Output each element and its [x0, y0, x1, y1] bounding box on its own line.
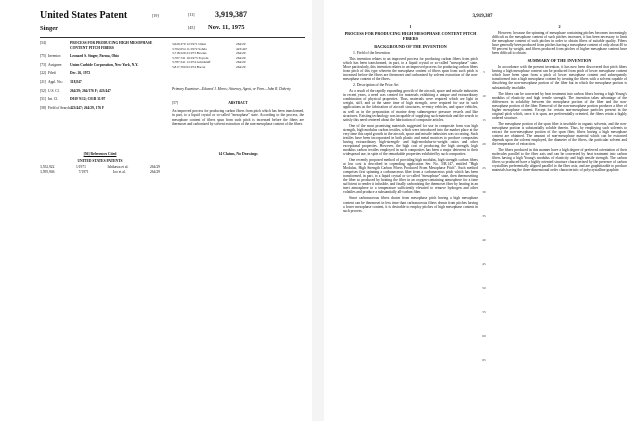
field-value: Union Carbide Corporation, New York, N.Y. — [70, 62, 139, 67]
reference-line: 3,817,700 6/1974 Bacon — [172, 64, 206, 69]
line-number: 40 — [482, 238, 486, 242]
ref-name: Joo et al. — [112, 169, 126, 174]
number-code: [11] — [188, 12, 195, 17]
additional-references-col2 — [236, 42, 302, 70]
field-heading: 1. Field of the Invention — [353, 51, 390, 55]
claims-summary: 14 Claims, No Drawings — [218, 152, 258, 156]
line-number: 35 — [482, 214, 486, 218]
line-number: 5 — [483, 70, 485, 74]
paragraph: One of the most promising materials suggested for use in composite form was high strength, high modulus carbon textiles, which were introduced into the market place at the very time this rapid growth in the aircraft, space and missile industries was occurring. Such textiles have been incorporated in both plastic and metal matrices to produce composites having extraordinary high-strength- and high-modulus-to-weight ratios and other exceptional properties. However, the high cost of producing the high strength, high modulus carbon textiles employed in such composites has been a major deterrent to their widespread use, in spite of the remarkable properties exhibited by such composites. — [343, 123, 478, 156]
abstract-code: [57] — [172, 101, 178, 105]
abstract — [172, 101, 304, 127]
field-code: [58] — [40, 105, 46, 110]
field-filed — [40, 71, 166, 76]
field-appl-no — [40, 80, 166, 85]
inventor-short-name: Singer — [40, 25, 59, 32]
examiners: Primary Examiner—Edward J. Meros; Attorney, Agent, or Firm—John R. Doherty — [172, 87, 291, 91]
reference-class: 264/29 — [236, 64, 246, 69]
paragraph: The mesophase portion of the spun fiber is insoluble in organic solvents, and the non-mesophase portion is substantially soluble therein. Thus, by employing such solvents to extract the non-mesophase portion of the spun fiber, fibers having a high mesophase content are obtained. The amount of non-mesophase material which can be extracted depends upon the solvent employed, the diameter of the fibers, the particular solvent and the temperature of extraction. — [492, 121, 627, 147]
page-gutter — [312, 0, 324, 421]
field-code: [52] — [40, 88, 46, 93]
reference-line: 3,767,741 10/1973 Toyoda — [172, 55, 209, 60]
line-number: 55 — [482, 310, 486, 314]
specification-title: PROCESS FOR PRODUCING HIGH MESOPHASE CONTENT PITCH FIBERS — [344, 31, 477, 41]
background-heading: BACKGROUND OF THE INVENTION — [374, 44, 447, 49]
line-number: 50 — [482, 286, 486, 290]
line-number: 10 — [482, 94, 486, 98]
line-numbers — [478, 60, 490, 372]
paragraph: In accordance with the present invention, it has now been discovered that pitch fibers having a high mesophase content can be produced from pitch of lower mesophase content which have been spun from a pitch of lower mesophase content and subsequently transformed into a high mesophase content by treating the fibers with a solvent capable of dissolving the non-mesophase portion of the fiber but in which the mesophase portion is substantially insoluble. — [492, 65, 627, 90]
additional-references-col1 — [172, 42, 232, 70]
reference-class: 264/29 — [236, 42, 246, 46]
field-inventor — [40, 54, 166, 59]
field-value: 318,847 — [70, 79, 82, 84]
reference-line: 3,629,379 12/1971 Otani — [172, 42, 206, 46]
header-rule — [40, 37, 305, 38]
title-code: [19] — [152, 13, 159, 18]
reference-line: 3,702,054 11/1972 Sohda — [172, 46, 207, 51]
field-label: Field of Search — [48, 105, 70, 110]
patent-header — [40, 10, 305, 36]
ref-date: 7/1971 — [78, 169, 89, 174]
field-value: Dec. 26, 1972 — [70, 71, 91, 76]
reference-class: 423/447 — [236, 46, 248, 51]
paragraph: As a result of the rapidly expanding growth of the aircraft, space and missile industries in recent years, a need was created for materials exhibiting a unique and extraordinary combination of physical properties. Thus, materials were required which are light in weight, stiff, and at the same time of high strength, were required for use in such applications as the fabrication of aircraft structures, re-entry vehicles, and space vehicles, as well as in the preparation of marine deep submergence pressure vessels and like structures. Existing technology was incapable of supplying such materials and the search to satisfy this need centered about the fabrication of composite articles. — [343, 89, 478, 122]
date-code: [45] — [188, 25, 195, 30]
field-value: D01F 9/12; C01B 31/07 — [70, 97, 106, 102]
field-code: [22] — [40, 71, 46, 76]
field-title — [40, 41, 166, 50]
patent-office-title: United States Patent — [40, 10, 128, 21]
bibliographic-fields — [40, 41, 166, 114]
line-number: 65 — [482, 358, 486, 362]
patent-specification-page — [324, 0, 641, 421]
ref-number: 3,595,946 — [40, 169, 55, 174]
field-int-cl — [40, 97, 166, 102]
ref-class: 264/29 — [150, 165, 160, 170]
field-value: 423/447; 264/29, 176 F — [70, 105, 105, 110]
field-code: [75] — [40, 54, 46, 59]
ref-date: 1/1971 — [75, 165, 86, 170]
reference-class: 264/29 — [236, 60, 246, 65]
paragraph: Since carbonaceous fibers drawn from mesophase pitch having a high mesophase content can be thermoset in less time than carbonaceous fibers drawn from pitches having a lower mesophase content, it is desirable to employ pitches of high mesophase content in such process. — [343, 196, 478, 213]
references-cited — [40, 152, 160, 174]
paragraph: However, because the spinning of mesophase containing pitches becomes increasingly difficult as the mesophase content of such pitches increases, it has been necessary to limit the mesophase content of such pitches in order to obtain fibers of suitable quality. Fibers have generally been produced from pitches having a mesophase content of only about 40 to 90 percent by weight, and fibers produced from pitches of higher mesophase content have been difficult to obtain. — [492, 31, 627, 56]
line-number: 30 — [482, 190, 486, 194]
reference-row — [40, 170, 160, 175]
field-value: Leonard S. Singer, Parma, Ohio — [70, 54, 120, 59]
paragraph: The fibers produced in this manner have a high degree of preferred orientation of their molecules parallel to the fiber axis and can be converted by heat treatment into carbon fibers having a high Young's modulus of elasticity and high tensile strength. The carbon fibers so produced have a highly oriented structure characterized by the presence of carbon crystallites preferentially aligned parallel to the fiber axis, and are graphitizable to produce materials having the three-dimensional order characteristic of polycrystalline graphite. — [492, 148, 627, 173]
summary-heading: SUMMARY OF THE INVENTION — [527, 58, 592, 64]
line-number: 45 — [482, 262, 486, 266]
reference-class: 264/29 — [236, 55, 246, 60]
references-title: [56] References Cited — [83, 152, 117, 156]
reference-line: 3,787,541 1/1974 Grindstaff — [172, 60, 211, 65]
column-number: 2 — [558, 24, 561, 29]
field-us-cl — [40, 89, 166, 94]
abstract-text: An improved process for producing carbon fibers from pitch which has been transformed, in part, to a liquid crystal or so-called "mesophase" state. According to the process, the mesophase content of fibers spun from such pitch is increased before the fibers are thermoset and carbonized by solvent extraction of the non-mesophase content of the fibers. — [172, 109, 304, 127]
patent-number: 3,919,387 — [215, 10, 247, 19]
line-number: 60 — [482, 334, 486, 338]
right-text-column — [492, 24, 627, 416]
reference-line: 3,718,529 2/1973 Brooks — [172, 51, 207, 56]
line-number: 25 — [482, 166, 486, 170]
ref-number: 3,552,922 — [40, 165, 55, 170]
line-number: 20 — [482, 142, 486, 146]
references-subtitle: UNITED STATES PATENTS — [77, 158, 123, 163]
page-patent-number: 3,919,387 — [472, 14, 493, 19]
field-label: Assignee: — [48, 62, 63, 67]
field-assignee — [40, 63, 166, 68]
field-code: [21] — [40, 79, 46, 84]
ref-class: 264/29 — [149, 169, 160, 174]
paragraph: One recently proposed method of providing high modulus, high strength carbon fibers at low cost is described in copending application Ser. No. 338,147, entitled "High Modulus, High Strength Carbon Fibers Produced From Mesophase Pitch". Such method comprises first spinning a carbonaceous fiber from a carbonaceous pitch which has been transformed, in part, to a liquid crystal or so-called "mesophase" state, then thermosetting the fiber so produced by heating the fiber in an oxygen-containing atmosphere for a time sufficient to render it infusible, and finally carbonizing the thermoset fiber by heating in an inert atmosphere to a temperature sufficiently elevated to remove hydrogen and other volatiles and produce a substantially all-carbon fiber. — [343, 158, 478, 195]
field-value: 264/29; 264/176 F; 423/447 — [70, 88, 111, 93]
field-label: Appl. No.: — [48, 79, 64, 84]
field-label: Filed: — [48, 71, 57, 76]
paragraph: This invention relates to an improved process for producing carbon fibers from pitch which has been transformed, in part, to a liquid crystal or so-called "mesophase" state. More particularly, this invention relates to an improved process for producing carbon fibers from pitch of this type wherein the mesophase content of fibers spun from such pitch is increased before the fibers are thermoset and carbonized by solvent extraction of the non-mesophase content of the fibers. — [343, 57, 478, 82]
reference-class: 264/29 — [236, 51, 246, 56]
field-code: [54] — [40, 41, 46, 45]
abstract-header — [172, 101, 304, 109]
line-number: 15 — [482, 118, 486, 122]
issue-date: Nov. 11, 1975 — [208, 24, 245, 31]
patent-front-page — [0, 0, 312, 421]
left-text-column — [343, 24, 478, 416]
prior-art-heading: 2. Description of the Prior Art — [353, 83, 399, 88]
field-code: [73] — [40, 62, 46, 67]
ref-name: Ishikawa et al. — [107, 165, 129, 170]
field-search — [40, 106, 166, 111]
paragraph: The fibers can be converted by heat treatment into carbon fibers having a high Young's modulus of elasticity and high tensile strength. The invention takes advantage of the differences in solubility between the mesophase portion of the fiber and the non-mesophase portion of the fiber. Removal of the non-mesophase portion produces a fiber of higher mesophase content. Except for certain non-mesophase particles present in the original pitch which, once it is spun, are preferentially oriented, the fibers retain a highly ordered structure. — [492, 91, 627, 120]
abstract-title: ABSTRACT — [228, 101, 248, 105]
field-label: Int. Cl. — [48, 97, 59, 102]
column-number: 1 — [409, 24, 412, 29]
field-label: U.S. Cl. — [48, 88, 60, 93]
field-code: [51] — [40, 97, 46, 102]
field-value: PROCESS FOR PRODUCING HIGH MESOPHASE CONTENT PITCH FIBERS — [70, 41, 153, 50]
field-label: Inventor: — [48, 54, 62, 59]
